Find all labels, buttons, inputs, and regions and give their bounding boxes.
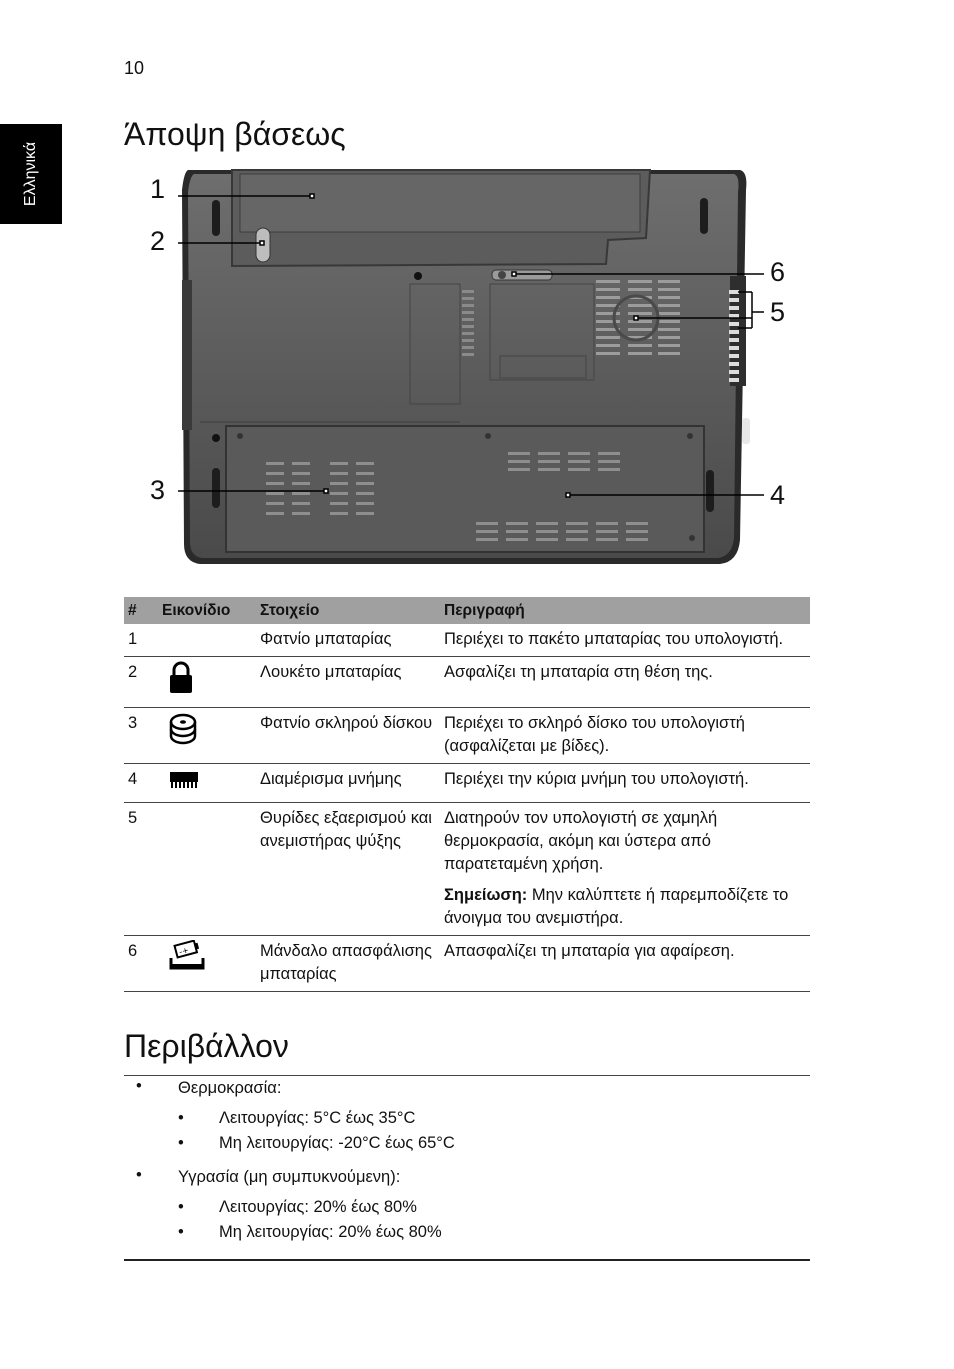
list-item xyxy=(124,1077,810,1156)
row-number: 5 xyxy=(124,803,158,936)
callout-1: 1 xyxy=(150,174,166,204)
row-icon-cell xyxy=(158,708,256,764)
table-header-row xyxy=(124,597,810,624)
column-header-description: Περιγραφή xyxy=(440,597,810,624)
note xyxy=(444,884,806,930)
memory-icon xyxy=(168,768,200,790)
column-header-icon: Εικονίδιο xyxy=(158,597,256,624)
row-item: Λουκέτο μπαταρίας xyxy=(256,657,440,708)
environment-list xyxy=(124,1075,810,1261)
row-icon-cell xyxy=(158,803,256,936)
table-row xyxy=(124,764,810,803)
note-text: Μην καλύπτετε ή παρεμποδίζετε το άνοιγμα του ανεμιστήρα. xyxy=(444,886,789,927)
row-number: 1 xyxy=(124,624,158,657)
components-table xyxy=(124,597,810,992)
row-item: Θυρίδες εξαερισμού και ανεμιστήρας ψύξης xyxy=(256,803,440,936)
row-item: Διαμέρισμα μνήμης xyxy=(256,764,440,803)
row-item: Μάνδαλο απασφάλισης μπαταρίας xyxy=(256,936,440,992)
row-description: Περιέχει το πακέτο μπαταρίας του υπολογιστή. xyxy=(440,624,810,657)
row-description: Ασφαλίζει τη μπαταρία στη θέση της. xyxy=(440,657,810,708)
callout-5: 5 xyxy=(770,297,786,327)
row-number: 2 xyxy=(124,657,158,708)
table-row xyxy=(124,657,810,708)
list-subitem: • Μη λειτουργίας: 20% έως 80% xyxy=(178,1220,810,1245)
row-description: Περιέχει την κύρια μνήμη του υπολογιστή. xyxy=(440,764,810,803)
language-tab-label: Ελληνικά xyxy=(22,141,39,207)
row-description: Περιέχει το σκληρό δίσκο του υπολογιστή (ασφαλίζεται με βίδες). xyxy=(440,708,810,764)
language-tab xyxy=(0,124,62,224)
callout-4: 4 xyxy=(770,480,786,510)
row-description: Απασφαλίζει τη μπαταρία για αφαίρεση. xyxy=(440,936,810,992)
list-item-label: • Υγρασία (μη συμπυκνούμενη): xyxy=(178,1168,401,1186)
battery-lock-icon xyxy=(168,661,194,695)
column-header-item: Στοιχείο xyxy=(256,597,440,624)
list-subitem: • Μη λειτουργίας: -20°C έως 65°C xyxy=(178,1131,810,1156)
column-header-number: # xyxy=(124,597,158,624)
row-number: 6 xyxy=(124,936,158,992)
row-item: Φατνίο σκληρού δίσκου xyxy=(256,708,440,764)
row-item: Φατνίο μπαταρίας xyxy=(256,624,440,657)
row-description: Διατηρούν τον υπολογιστή σε χαμηλή θερμοκρασία, ακόμη και ύστερα από παρατεταμένη χρήση. Σημείωση: Μην καλύπτετε ή παρεμποδίζετε το άνοιγμα του ανεμιστήρα. xyxy=(440,803,810,936)
table-row xyxy=(124,936,810,992)
page-number: 10 xyxy=(124,58,145,78)
list-subitem: • Λειτουργίας: 20% έως 80% xyxy=(178,1195,810,1220)
row-icon-cell xyxy=(158,624,256,657)
table-row xyxy=(124,708,810,764)
callout-2: 2 xyxy=(150,226,166,256)
section-title-environment: Περιβάλλον xyxy=(124,1028,289,1064)
row-number: 3 xyxy=(124,708,158,764)
section-title-bottom-view: Άποψη βάσεως xyxy=(124,116,346,152)
list-subitem: • Λειτουργίας: 5°C έως 35°C xyxy=(178,1106,810,1131)
note-label: Σημείωση: xyxy=(444,886,528,904)
row-icon-cell xyxy=(158,936,256,992)
laptop-bottom-illustration xyxy=(140,160,800,580)
table-row xyxy=(124,803,810,936)
svg-text:-+: -+ xyxy=(178,945,190,957)
table-row xyxy=(124,624,810,657)
list-item xyxy=(124,1166,810,1245)
list-item-label: • Θερμοκρασία: xyxy=(178,1079,282,1097)
row-icon-cell xyxy=(158,764,256,803)
battery-release-icon xyxy=(168,940,206,974)
row-icon-cell xyxy=(158,657,256,708)
callout-3: 3 xyxy=(150,475,166,505)
callout-6: 6 xyxy=(770,257,786,287)
row-number: 4 xyxy=(124,764,158,803)
laptop-bottom-figure xyxy=(140,160,800,580)
hard-disk-icon xyxy=(168,712,198,746)
